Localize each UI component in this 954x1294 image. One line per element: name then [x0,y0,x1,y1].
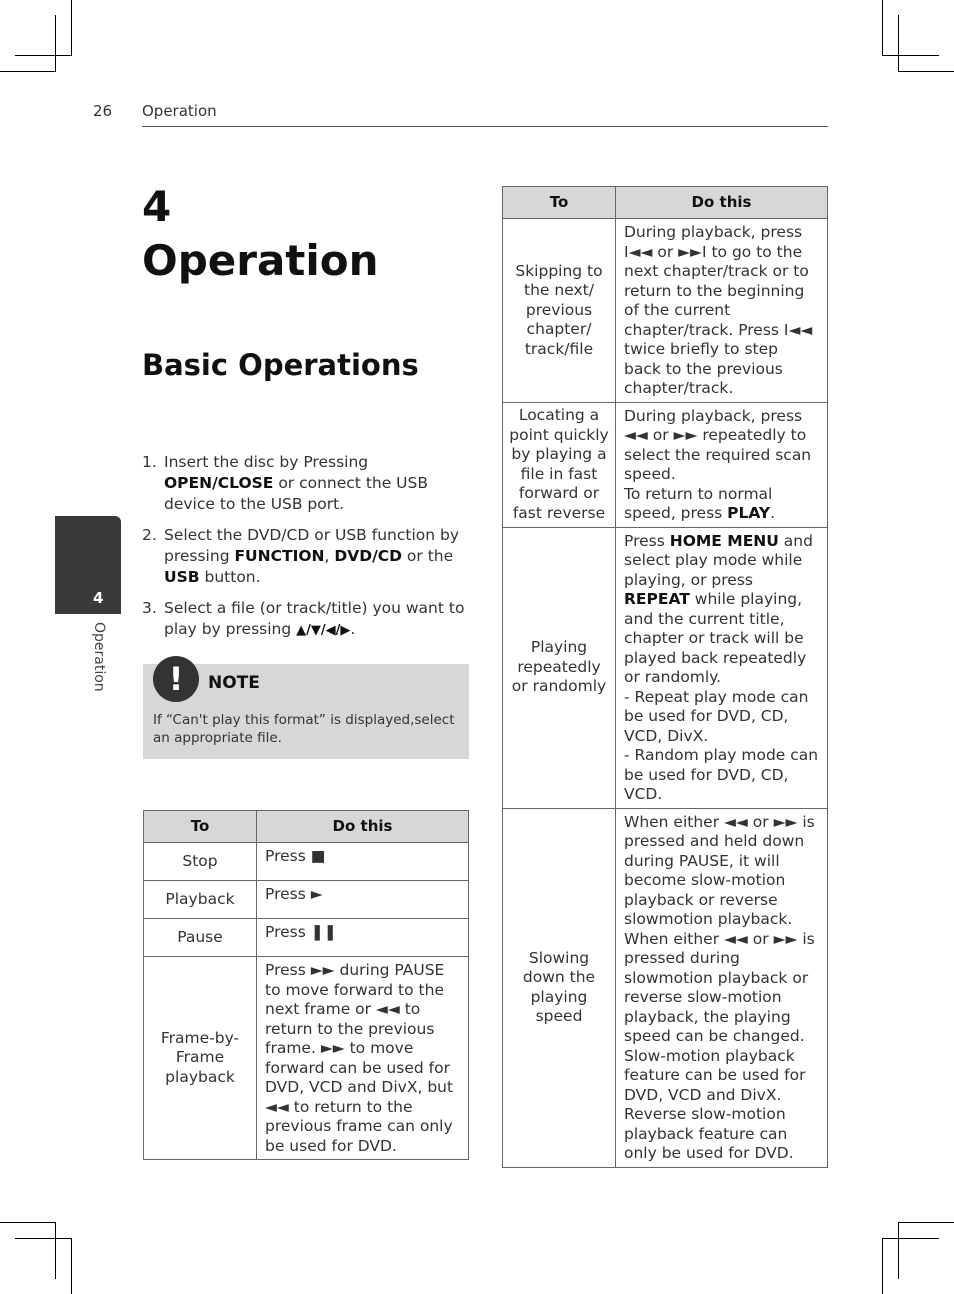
table-row [503,808,828,1167]
page-number: 26 [93,102,113,120]
cell-text: - Random play mode can be used for DVD, CD, VCD. [624,746,819,803]
cell-text: Press [624,531,670,550]
step-number: 2. [142,526,157,544]
steps-list [142,452,474,651]
step-text: or the [401,547,454,565]
step-item [142,452,474,515]
button-name: FUNCTION [234,547,325,565]
table-cell-to: Playback [144,881,257,919]
table-row [144,919,469,957]
step-number: 3. [142,599,157,617]
step-text: . [350,620,356,638]
table-row [503,402,828,527]
crop-mark [898,15,899,72]
button-name: USB [164,568,200,586]
crop-mark [882,1238,939,1239]
table-row [144,957,469,1160]
table-cell-do: Press ■ [257,843,469,881]
cell-text: and select play mode while playing, or press [624,531,813,589]
crop-mark [898,1222,899,1279]
note-text: If “Can't play this format” is displayed,select an appropriate file. [153,712,455,746]
table-row [503,219,828,403]
crop-mark [15,55,72,56]
crop-mark [15,1238,72,1239]
table-cell-to: Skipping to the next/ previous chapter/ track/file [503,219,616,403]
crop-mark [898,1222,954,1223]
button-name: HOME MENU [669,531,779,550]
column-header-do: Do this [616,187,828,219]
button-name: DVD/CD [334,547,402,565]
step-text: Insert the disc by Pressing [164,453,369,471]
table-row [503,527,828,808]
column-header-to: To [144,811,257,843]
table-cell-do [616,402,828,527]
chapter-side-tab [55,516,121,614]
crop-mark [898,71,954,72]
table-cell-to: Playing repeatedly or randomly [503,527,616,808]
button-name: OPEN/CLOSE [164,474,274,492]
table-cell-do: When either ◄◄ or ►► is pressed and held down during PAUSE, it will become slow-motion playback or reverse slowmotion playback. When either ◄◄ or ►► is pressed during slowmotion playback or reverse slow-motion playback, the playing speed can be changed. Slow-motion playback feature can be used for DVD, VCD and DivX. Reverse slow-motion playback feature can only be used for DVD. [616,808,828,1167]
table-row [144,881,469,919]
table-cell-do: During playback, press I◄◄ or ►►I to go to the next chapter/track or to return to the beginning of the current chapter/track. Press I◄◄ twice briefly to step back to the previous chapter/track. [616,219,828,403]
running-header: Operation [142,102,217,120]
crop-mark [71,1238,72,1294]
table-cell-do: Press ►► during PAUSE to move forward to the next frame or ◄◄ to return to the previous frame. ►► to move forward can be used for DVD, VCD and DivX, but ◄◄ to return to the previous frame can only be used for DVD. [257,957,469,1160]
basic-controls-table [143,810,469,1160]
step-text: Select the DVD/CD or USB function by pressing [164,526,459,565]
crop-mark [882,0,883,56]
step-text: button. [199,568,261,586]
cell-text: while playing, and the current title, chapter or track will be played back repeatedly or randomly. [624,590,807,686]
table-row [144,843,469,881]
step-number: 1. [142,453,157,471]
table-cell-to: Pause [144,919,257,957]
table-cell-to: Stop [144,843,257,881]
chapter-number: 4 [142,182,172,231]
note-box [143,660,469,759]
crop-mark [55,1222,56,1279]
crop-mark [55,15,56,72]
step-item [142,598,474,641]
step-text: , [324,547,335,565]
step-text: Select a file (or track/title) you want to play by pressing [164,599,465,638]
step-item [142,525,474,588]
crop-mark [0,71,56,72]
header-rule [142,126,828,127]
arrow-keys-icon: ▲/▼/◀/▶ [296,623,351,638]
cell-text: During playback, press ◄◄ or ►► repeatedly to select the required scan speed. [624,406,812,483]
side-tab-number: 4 [93,589,104,607]
section-title: Basic Operations [142,348,419,382]
crop-mark [71,0,72,56]
table-cell-to: Slowing down the playing speed [503,808,616,1167]
table-header-row [144,811,469,843]
table-cell-do: Press ❚❚ [257,919,469,957]
cell-text: - Repeat play mode can be used for DVD, CD, VCD, DivX. [624,687,809,745]
note-label: NOTE [208,673,260,693]
table-cell-to: Locating a point quickly by playing a file in fast forward or fast reverse [503,402,616,527]
column-header-do: Do this [257,811,469,843]
table-header-row [503,187,828,219]
table-cell-do [616,527,828,808]
table-cell-to: Frame-by-Frame playback [144,957,257,1160]
cell-text: To return to normal speed, press [624,484,773,522]
side-tab-label: Operation [91,622,107,692]
chapter-title: Operation [142,236,379,285]
column-header-to: To [503,187,616,219]
advanced-controls-table [502,186,828,1168]
crop-mark [0,1222,56,1223]
exclamation-icon: ! [153,656,199,702]
button-name: PLAY [727,504,771,522]
crop-mark [882,55,939,56]
table-cell-do: Press ► [257,881,469,919]
button-name: REPEAT [624,590,690,608]
cell-text: . [770,504,776,522]
crop-mark [882,1238,883,1294]
step-text: or connect the USB device to the USB port. [164,474,428,513]
